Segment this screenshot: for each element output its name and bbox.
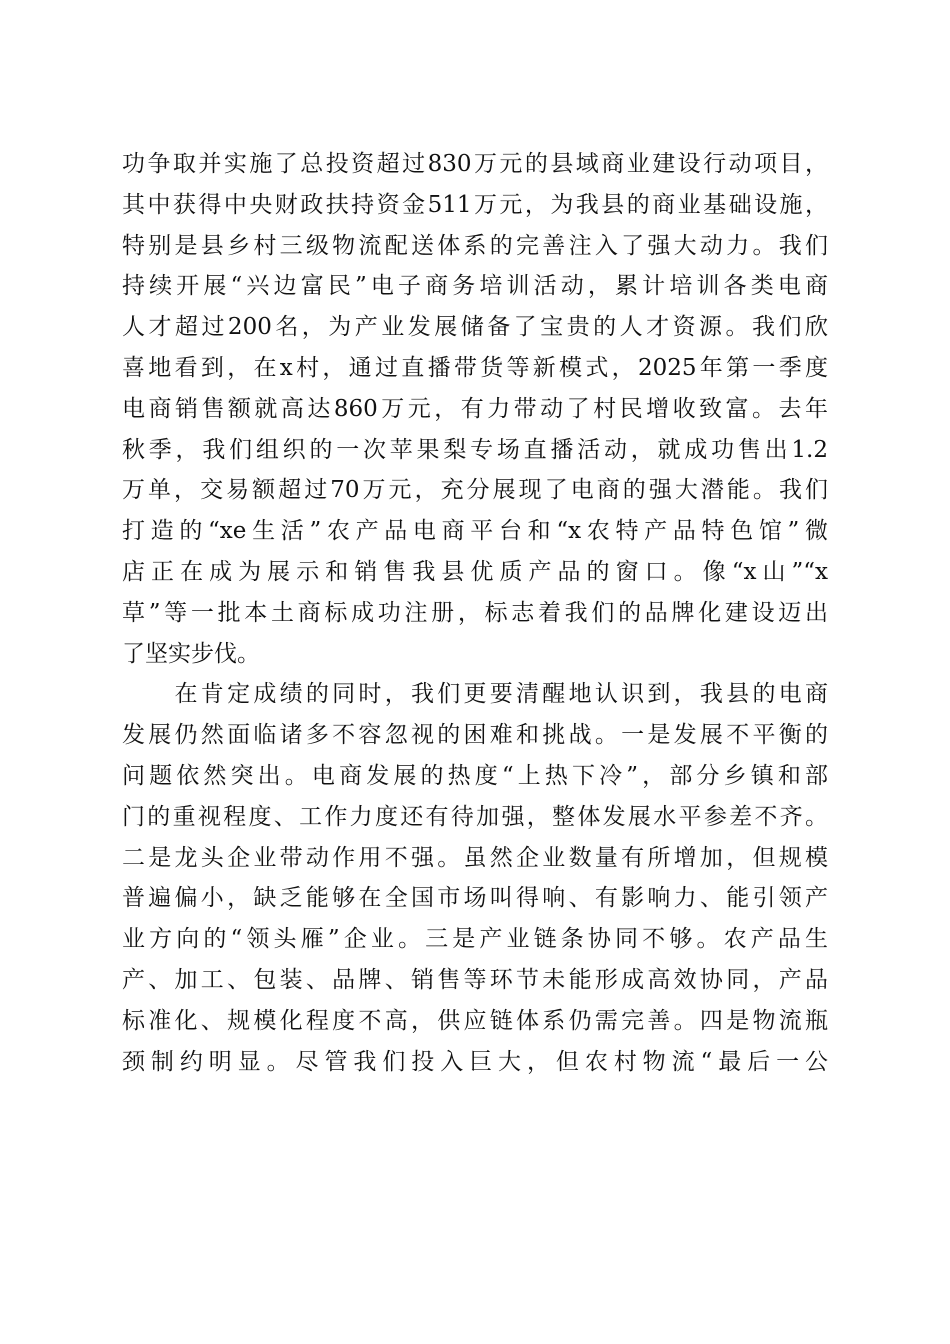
text-line: 电商销售额就高达860万元，有力带动了村民增收致富。去年 — [122, 395, 828, 422]
text-line: 秋季，我们组织的一次苹果梨专场直播活动，就成功售出1.2 — [122, 436, 828, 463]
paragraph-1 — [122, 144, 828, 674]
paragraph-2 — [122, 674, 828, 1082]
text-line: 功争取并实施了总投资超过830万元的县域商业建设行动项目， — [122, 151, 828, 177]
text-line: 草”等一批本土商标成功注册，标志着我们的品牌化建设迈出 — [122, 599, 828, 626]
text-line: 万单，交易额超过70万元，充分展现了电商的强大潜能。我们 — [122, 477, 828, 504]
text-line: 在肯定成绩的同时，我们更要清醒地认识到，我县的电商 — [122, 681, 828, 708]
text-line: 业方向的“领头雁”企业。三是产业链条协同不够。农产品生 — [122, 926, 828, 953]
text-line: 二是龙头企业带动作用不强。虽然企业数量有所增加，但规模 — [122, 844, 828, 871]
text-line: 打造的“xe生活”农产品电商平台和“x农特产品特色馆”微 — [122, 518, 828, 545]
text-line: 标准化、规模化程度不高，供应链体系仍需完善。四是物流瓶 — [122, 1007, 828, 1034]
text-line: 喜地看到，在x村，通过直播带货等新模式，2025年第一季度 — [122, 354, 828, 381]
text-line: 特别是县乡村三级物流配送体系的完善注入了强大动力。我们 — [122, 232, 828, 259]
text-line: 持续开展“兴边富民”电子商务培训活动，累计培训各类电商 — [122, 273, 828, 300]
text-line: 发展仍然面临诸多不容忽视的困难和挑战。一是发展不平衡的 — [122, 722, 828, 749]
text-line: 产、加工、包装、品牌、销售等环节未能形成高效协同，产品 — [122, 966, 828, 993]
text-line: 门的重视程度、工作力度还有待加强，整体发展水平参差不齐。 — [122, 803, 828, 830]
text-line: 其中获得中央财政扶持资金511万元，为我县的商业基础设施， — [122, 191, 828, 218]
text-line: 人才超过200名，为产业发展储备了宝贵的人才资源。我们欣 — [122, 314, 828, 341]
text-line: 了坚实步伐。 — [122, 640, 260, 667]
body-text — [122, 144, 828, 1082]
text-line: 普遍偏小，缺乏能够在全国市场叫得响、有影响力、能引领产 — [122, 885, 828, 912]
text-line: 店正在成为展示和销售我县优质产品的窗口。像“x山”“x — [122, 558, 828, 585]
text-line: 问题依然突出。电商发展的热度“上热下冷”，部分乡镇和部 — [122, 762, 828, 789]
text-line: 颈制约明显。尽管我们投入巨大，但农村物流“最后一公 — [122, 1048, 828, 1075]
